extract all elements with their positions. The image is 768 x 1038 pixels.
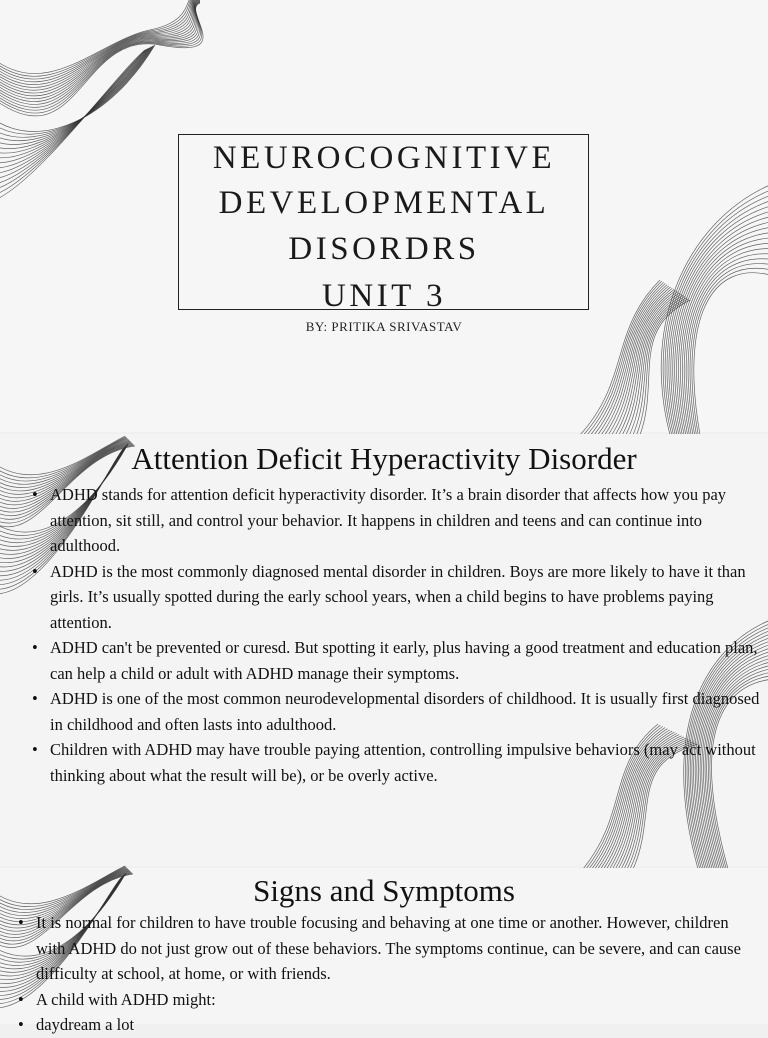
list-item: • Children with ADHD may have trouble paying attention, controlling impulsive behaviors (may act without thinking about what the result will be), or be overly active. (30, 737, 765, 788)
list-item: • A child with ADHD might: (16, 987, 761, 1013)
signs-heading: Signs and Symptoms (253, 873, 515, 908)
signs-slide (0, 868, 768, 1034)
adhd-heading: Attention Deficit Hyperactivity Disorder (131, 441, 637, 476)
signs-bullet-list (16, 910, 761, 1038)
author-byline: BY: PRITIKA SRIVASTAV (305, 319, 463, 334)
adhd-bullet-list (30, 482, 765, 788)
title-line-4: UNIT 3 (322, 278, 446, 314)
title-line-1: NEUROCOGNITIVE (212, 140, 556, 176)
title-slide (0, 0, 768, 432)
list-item: • ADHD is the most commonly diagnosed mental disorder in children. Boys are more likely to have it than girls. It’s usually spotted during the early school years, when a child begins to have problems paying attention. (30, 559, 765, 636)
adhd-slide (0, 434, 768, 866)
wave-lines-top-left-decoration (0, 0, 200, 210)
title-line-3: DISORDRS (288, 231, 480, 267)
list-item: • daydream a lot (16, 1012, 761, 1038)
list-item: • It is normal for children to have trouble focusing and behaving at one time or another. However, children with ADHD do not just grow out of these behaviors. The symptoms continue, can be severe, and can cause difficulty at school, at home, or with friends. (16, 910, 761, 987)
list-item: • ADHD can't be prevented or curesd. But spotting it early, plus having a good treatment and education plan, can help a child or adult with ADHD manage their symptoms. (30, 635, 765, 686)
list-item: • ADHD stands for attention deficit hyperactivity disorder. It’s a brain disorder that affects how you pay attention, sit still, and control your behavior. It happens in children and teens and can continue into adulthood. (30, 482, 765, 559)
list-item: • ADHD is one of the most common neurodevelopmental disorders of childhood. It is usually first diagnosed in childhood and often lasts into adulthood. (30, 686, 765, 737)
title-line-2: DEVELOPMENTAL (218, 185, 550, 221)
